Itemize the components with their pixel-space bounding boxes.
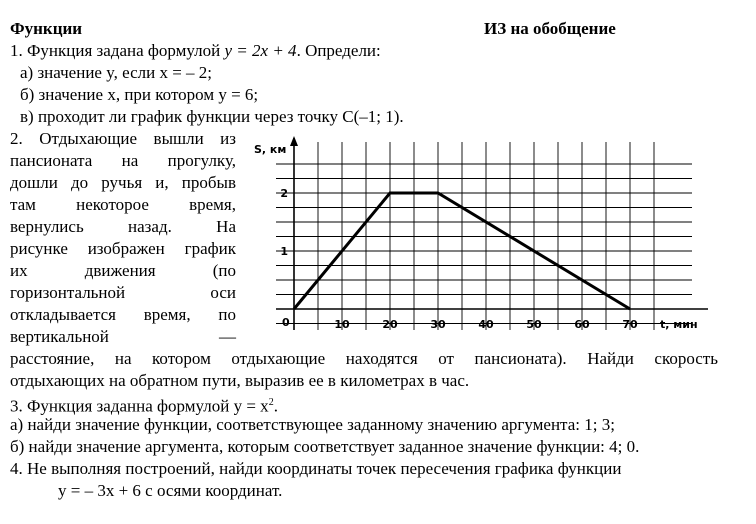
task1-pre: 1. Функция задана формулой [10,41,225,60]
task2-line: рисунке изображен график [10,239,236,258]
x-tick-label: 50 [526,318,542,331]
task2-line: дошли до ручья и, пробыв [10,173,236,192]
task2-continuation: расстояние, на котором отдыхающие находятся от пансионата). Найди скорость [10,349,718,368]
x-tick-label: 10 [334,318,350,331]
header-topic: Функции [10,19,83,38]
task2-line: горизонтальной оси [10,283,236,302]
task2-line: вернулись назад. На [10,217,236,236]
task2-line: вертикальной — [10,327,236,346]
task1-formula: y = 2x + 4 [224,41,297,60]
task2-continuation-end: отдыхающих на обратном пути, выразив ее в километрах в час. [10,371,470,390]
task3-part-a: а) найди значение функции, соответствующее заданному значению аргумента: 1; 3; [10,415,615,434]
x-tick-label: 60 [574,318,590,331]
task3-part-b: б) найди значение аргумента, которым соответствует заданное значение функции: 4; 0. [10,437,640,456]
header-assignment: ИЗ на обобщение [484,19,616,38]
task3-exponent: 2 [268,397,274,408]
task2-line: откладывается время, по [10,305,236,324]
origin-label: 0 [282,316,290,329]
task1-post: . Определи: [296,41,381,60]
task3-title: 3. Функция заданна формулой y = x [10,396,269,416]
x-tick-label: 40 [478,318,494,331]
x-tick-label: 70 [622,318,638,331]
y-tick-label: 1 [280,245,288,258]
task1-part-b: б) значение x, при котором y = 6; [20,85,259,104]
x-tick-label: 30 [430,318,446,331]
grid-vertical [318,142,654,330]
task2-line: там некоторое время, [10,195,236,214]
task2-line: их движения (по [10,261,236,280]
task2-line: 2. Отдыхающие вышли из [10,129,236,148]
task1-part-a: а) значение y, если x = – 2; [20,63,213,82]
task3-title-end: . [273,396,278,416]
task2-line: пансионата на прогулку, [10,151,236,170]
task1-part-c: в) проходит ли график функции через точку C(–1; 1). [20,107,404,126]
y-axis-label: S, км [254,143,287,156]
y-tick-label: 2 [280,187,288,200]
x-tick-label: 20 [382,318,398,331]
task4-function: y = – 3x + 6 с осями координат. [58,481,283,500]
x-axis-label: t, мин [660,318,698,331]
y-axis-arrow [290,136,298,146]
task4-statement: 4. Не выполняя построений, найди координаты точек пересечения графика функции [10,459,622,478]
task1-statement [10,40,381,62]
distance-time-chart [248,134,718,344]
